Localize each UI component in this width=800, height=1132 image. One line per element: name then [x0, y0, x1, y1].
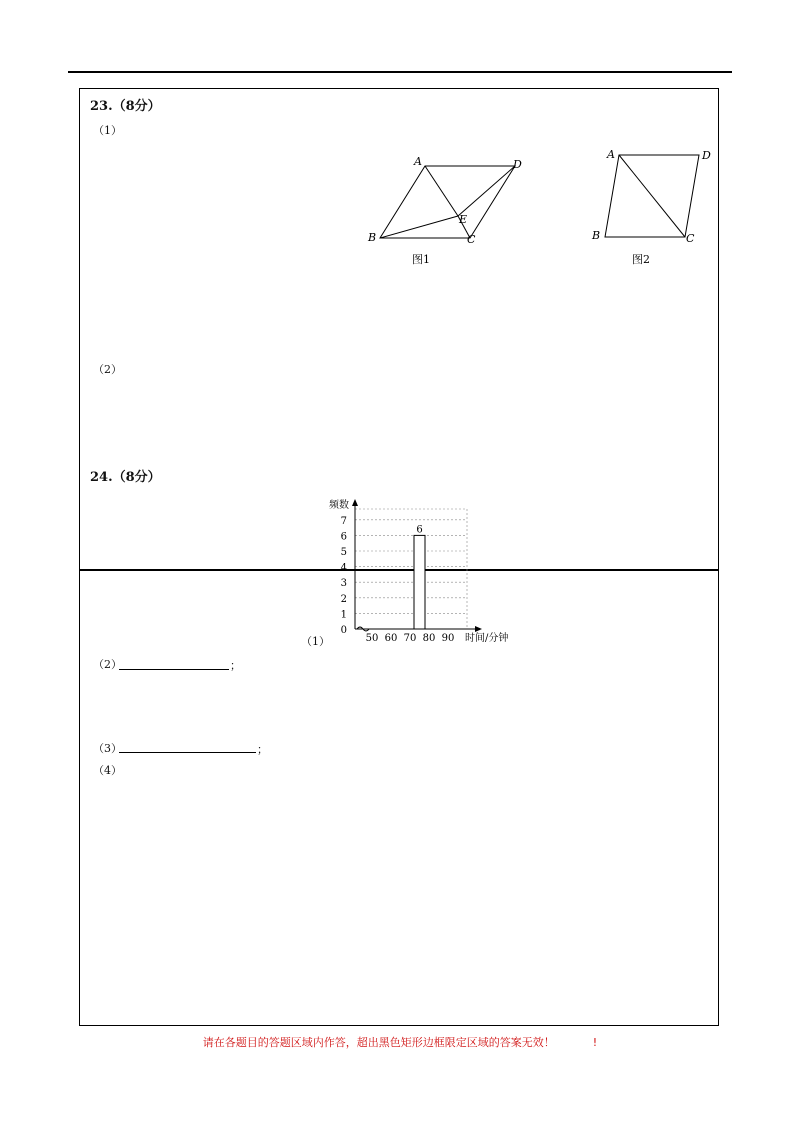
fig1-caption: 图1: [412, 253, 430, 266]
x-tick-70: 70: [403, 633, 417, 644]
fig1-line-de: [458, 166, 515, 216]
fig1-label-d: D: [513, 158, 522, 171]
fig1-label-a: A: [414, 155, 422, 168]
y-tick-5: 5: [340, 547, 347, 558]
footer-notice-text: 请在各题目的答题区域内作答，超出黑色矩形边框限定区域的答案无效！: [202, 1036, 555, 1049]
y-axis-label: 频数: [329, 500, 349, 511]
y-tick-6: 6: [340, 531, 347, 543]
x-axis-label: 时间/分钟: [465, 633, 509, 644]
q24-part1-label: （1）: [301, 635, 330, 648]
q24-title: 24.（8分）: [90, 470, 161, 485]
fig2-caption: 图2: [632, 253, 650, 266]
q23-title: 23.（8分）: [90, 99, 161, 114]
q24-part3-label: （3）: [93, 742, 122, 755]
bar-label-0: 6: [416, 524, 423, 536]
fig1-label-b: B: [368, 231, 377, 244]
q23-part2-label: （2）: [93, 363, 122, 376]
y-tick-7: 7: [340, 515, 347, 527]
fig1-line-ae: [425, 166, 458, 216]
fig2-label-b: B: [592, 229, 601, 242]
q24-part3-answer-blank[interactable]: [119, 752, 256, 753]
q24-part2-label: （2）: [93, 658, 122, 671]
figure-2: [585, 145, 715, 273]
fig2-diagonal-ac: [619, 155, 685, 237]
frequency-histogram: [310, 486, 520, 646]
fig2-label-a: A: [607, 148, 615, 161]
x-tick-60: 60: [384, 633, 398, 644]
x-tick-50: 50: [365, 633, 379, 644]
q24-part4-label: （4）: [93, 764, 122, 777]
y-tick-4: 4: [340, 562, 347, 574]
y-axis-arrow: [352, 499, 358, 506]
fig1-label-e: E: [459, 213, 468, 226]
fig2-label-c: C: [686, 232, 695, 245]
footer-tail: !: [592, 1036, 598, 1049]
q24-part2-punct: ；: [230, 659, 241, 672]
footer-notice: [0, 1034, 800, 1050]
x-axis-arrow: [475, 626, 482, 632]
fig1-parallelogram: [380, 166, 515, 238]
y-tick-2: 2: [340, 593, 347, 605]
q23-part1-label: （1）: [93, 124, 122, 137]
figure-1: [360, 148, 530, 273]
bar-0: [414, 535, 425, 629]
x-tick-80: 80: [422, 633, 436, 644]
y-tick-1: 1: [340, 609, 347, 621]
fig2-label-d: D: [702, 149, 711, 162]
x-tick-90: 90: [441, 633, 455, 644]
y-tick-3: 3: [340, 578, 347, 590]
y-tick-0: 0: [340, 625, 347, 636]
fig1-label-c: C: [467, 233, 476, 246]
q24-part3-punct: ；: [257, 743, 268, 756]
header-rule: [68, 71, 732, 73]
q24-part2-answer-blank[interactable]: [119, 669, 229, 670]
